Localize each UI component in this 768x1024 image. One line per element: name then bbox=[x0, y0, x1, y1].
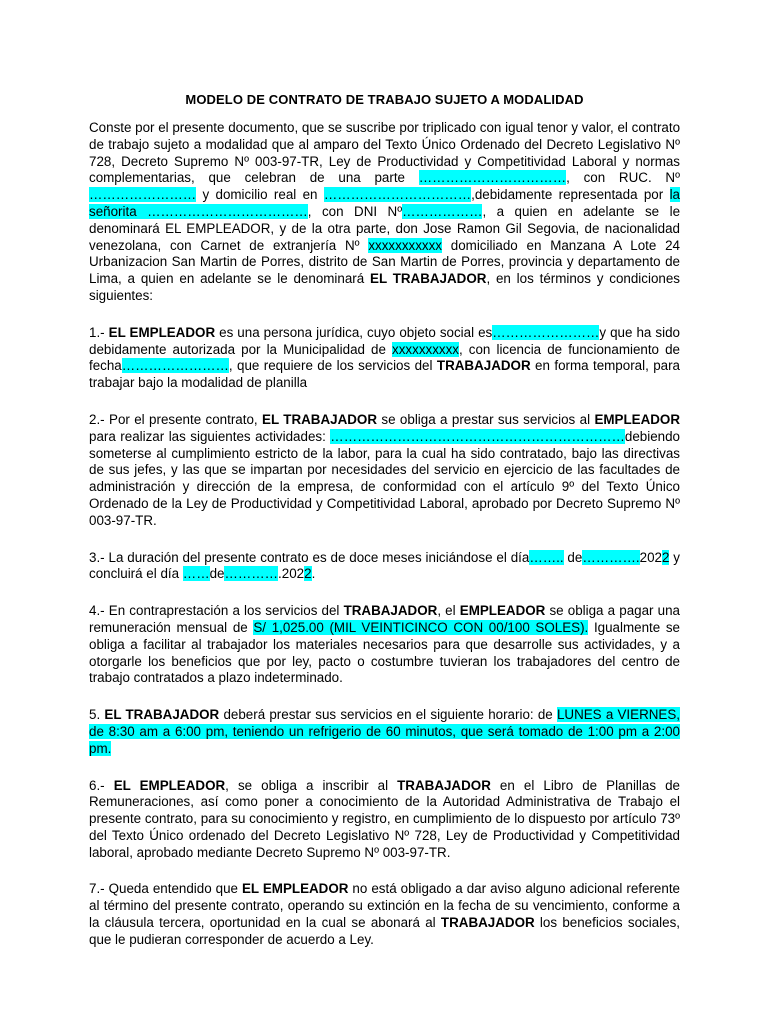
clause-text: Igualmente se obliga a facilitar al trabajador los materiales necesarios para que desarrolle sus actividades, y a otorgarle los beneficios que por ley, pacto o costumbre tuvieran los trabajadores del centro de trabajo contratados a plazo indeterminado. bbox=[89, 619, 681, 686]
intro-paragraph bbox=[89, 120, 680, 305]
clause-text: , se obliga a inscribir al bbox=[225, 777, 398, 793]
clause-text: no está obligado a dar aviso alguno adicional referente al término del presente contrato, operando su extinción en la fecha de su vencimiento, conforme a la cláusula tercera, oportunidad en la cual se abonará al bbox=[89, 881, 680, 931]
employer-name-blank: …………………………… bbox=[418, 170, 567, 186]
end-year-digit: 2 bbox=[304, 566, 312, 582]
employer-term: EMPLEADOR bbox=[594, 411, 680, 427]
clause-text: se obliga a prestar sus servicios al bbox=[377, 411, 595, 427]
clause-text: y que ha sido debidamente autorizada por la Municipalidad de bbox=[89, 324, 680, 357]
worker-term: TRABAJADOR bbox=[440, 915, 535, 931]
carnet-number-blank: xxxxxxxxxxx bbox=[368, 237, 442, 253]
clause-text: en forma temporal, para trabajar bajo la modalidad de planilla bbox=[89, 358, 681, 391]
clause-text: 4.- En contraprestación a los servicios del bbox=[89, 603, 344, 619]
clause-6 bbox=[89, 778, 680, 862]
intro-text: domiciliado en Manzana A Lote 24 Urbanizacion San Martin de Porres, distrito de San Martin de Porres, provincia y departamento de Lima, a quien en adelante se le denominará bbox=[89, 237, 680, 287]
clause-text: , que requiere de los servicios del bbox=[228, 358, 437, 374]
clause-5 bbox=[89, 707, 680, 757]
clause-text: 202 bbox=[639, 549, 662, 565]
clause-1 bbox=[89, 325, 680, 392]
representative-title: la señorita bbox=[89, 187, 680, 219]
salary-amount: S/ 1,025.00 (MIL VEINTICINCO CON 00/100 SOLES). bbox=[253, 619, 589, 635]
worker-term: TRABAJADOR bbox=[397, 777, 491, 793]
employer-term: EL EMPLEADOR bbox=[113, 777, 226, 793]
worker-term: EL TRABAJADOR bbox=[262, 411, 378, 427]
worker-term: EL TRABAJADOR bbox=[104, 707, 220, 723]
clause-text: 6.- bbox=[89, 777, 114, 793]
intro-text: , con RUC. Nº bbox=[566, 170, 680, 186]
intro-text: Conste por el presente documento, que se suscribe por triplicado con igual tenor y valor, el contrato de trabajo sujeto a modalidad que al amparo del Texto Único Ordenado del Decreto Legislativo Nº 728, Decreto Supremo Nº 003-97-TR, Ley de Productividad y Competitividad Laboral y normas complementarias, que celebran de una parte bbox=[89, 120, 681, 186]
intro-text: , a quien en adelante se le denominará EL EMPLEADOR, y de la otra parte, don Jose Ramon Gil Segovia, de nacionalidad venezolana, con Carnet de extranjería Nº bbox=[89, 203, 681, 253]
end-day-blank: …… bbox=[182, 566, 210, 582]
clause-text: para realizar las siguientes actividades: bbox=[89, 428, 331, 444]
employer-term: EL EMPLEADOR bbox=[108, 324, 216, 340]
clause-text: de bbox=[209, 566, 225, 582]
address-blank: …………………………… bbox=[323, 187, 472, 203]
clause-text: y concluirá el día bbox=[89, 549, 680, 582]
intro-text: ,debidamente representada por bbox=[471, 187, 670, 203]
clause-text: debiendo someterse al cumplimiento estricto de la labor, para la cual ha sido contratado, bajo las directivas de sus jefes, y las que se impartan por necesidades del servicio en ejercicio de las facultades de administración y dirección de la empresa, de conformidad con el artículo 9º del Texto Único Ordenado de la Ley de Productividad y Competitividad Laboral, aprobado por Decreto Supremo Nº 003-97-TR. bbox=[89, 428, 680, 528]
start-year-digit: 2 bbox=[661, 549, 670, 565]
clause-4 bbox=[89, 603, 680, 687]
document-title: MODELO DE CONTRATO DE TRABAJO SUJETO A MODALIDAD bbox=[185, 92, 584, 107]
start-month-blank: …………. bbox=[582, 549, 640, 565]
clause-text: de bbox=[563, 549, 583, 565]
representative-name-blank: ……………………………… bbox=[147, 203, 308, 219]
intro-text: , con DNI Nº bbox=[307, 203, 403, 219]
clause-text: 7.- Queda entendido que bbox=[89, 881, 242, 897]
clause-text: 2.- Por el presente contrato, bbox=[89, 411, 263, 427]
social-purpose-blank: …………………… bbox=[492, 324, 600, 340]
license-date-blank: …………………… bbox=[121, 358, 229, 374]
clause-number: 5. bbox=[89, 707, 105, 723]
ruc-blank: …………………… bbox=[89, 187, 197, 203]
clause-text: los beneficios sociales, que le pudieran corresponder de acuerdo a Ley. bbox=[89, 915, 680, 947]
intro-text: , en los términos y condiciones siguientes: bbox=[89, 271, 680, 303]
worker-term: TRABAJADOR bbox=[436, 358, 531, 374]
clause-number: 1.- bbox=[89, 324, 109, 340]
end-month-blank: ………… bbox=[224, 566, 279, 582]
activities-blank: ………………………………………………………… bbox=[330, 428, 625, 444]
worker-term: TRABAJADOR bbox=[343, 603, 438, 619]
clause-text: deberá prestar sus servicios en el siguiente horario: de bbox=[219, 707, 557, 723]
clause-text: . bbox=[311, 566, 316, 582]
employer-term: EL EMPLEADOR bbox=[242, 881, 349, 897]
worker-term: EL TRABAJADOR bbox=[370, 271, 487, 287]
municipality-blank: xxxxxxxxxx bbox=[392, 341, 459, 357]
clause-text: .202 bbox=[278, 566, 305, 582]
work-schedule: LUNES a VIERNES, de 8:30 am a 6:00 pm, teniendo un refrigerio de 60 minutos, que será tomado de 1:00 pm a 2:00 pm. bbox=[89, 707, 681, 756]
employer-term: EMPLEADOR bbox=[459, 603, 546, 619]
clause-text: 3.- La duración del presente contrato es de doce meses iniciándose el día bbox=[89, 549, 530, 565]
dni-blank: ……………… bbox=[402, 203, 483, 219]
clause-2 bbox=[89, 412, 680, 530]
clause-3 bbox=[89, 550, 680, 584]
start-day-blank: …….. bbox=[529, 549, 564, 565]
clause-7 bbox=[89, 881, 680, 948]
clause-text: en el Libro de Planillas de Remuneraciones, así como poner a conocimiento de la Autoridad Administrativa de Trabajo el presente contrato, para su conocimiento y registro, en cumplimiento de lo dispuesto por artículo 73º del Texto Único ordenado del Decreto Legislativo Nº 728, Ley de Productividad y Competitividad laboral, aprobado mediante Decreto Supremo Nº 003-97-TR. bbox=[89, 777, 680, 860]
clause-text: , con licencia de funcionamiento de fecha bbox=[89, 341, 680, 374]
clause-text: , el bbox=[437, 603, 460, 619]
clause-text: se obliga a pagar una remuneración mensual de bbox=[89, 603, 680, 635]
clause-text: es una persona jurídica, cuyo objeto social es bbox=[215, 324, 493, 340]
intro-text: y domicilio real en bbox=[196, 187, 324, 203]
